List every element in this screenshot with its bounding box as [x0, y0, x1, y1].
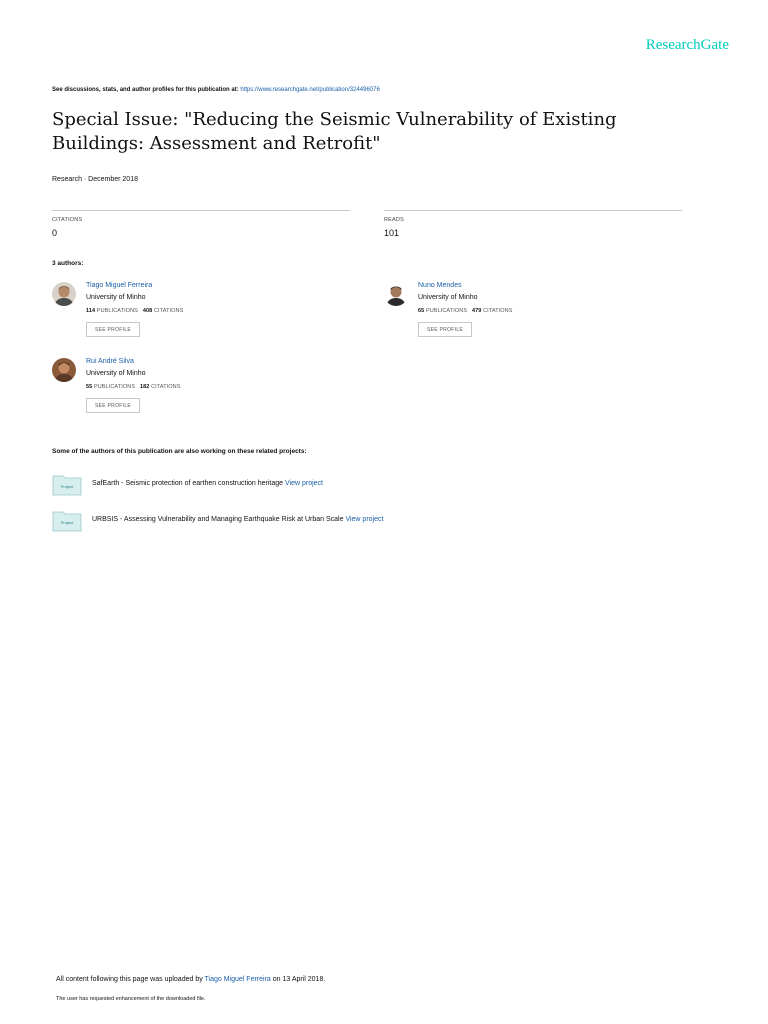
view-project-link[interactable]: View project — [345, 516, 384, 523]
see-profile-button[interactable]: SEE PROFILE — [86, 398, 140, 413]
author-avatar[interactable] — [52, 358, 76, 382]
divider-left — [52, 210, 350, 211]
author-stats — [86, 384, 181, 390]
citations-label: CITATIONS — [149, 384, 181, 390]
author-avatar[interactable] — [384, 282, 408, 306]
project-text: URBSIS - Assessing Vulnerability and Managing Earthquake Risk at Urban Scale — [92, 516, 346, 523]
author-affiliation: University of Minho — [418, 294, 478, 301]
publications-count: 114 — [86, 308, 96, 314]
page-title: Special Issue: "Reducing the Seismic Vulnerability of Existing Buildings: Assessment and Retrofit" — [52, 109, 617, 154]
project-icon-label: Project — [60, 484, 74, 489]
publications-label: PUBLICATIONS — [92, 384, 136, 390]
see-profile-button[interactable]: SEE PROFILE — [418, 322, 472, 337]
project-description — [92, 480, 323, 487]
author-affiliation: University of Minho — [86, 294, 146, 301]
discussion-text: See discussions, stats, and author profiles for this publication at: — [52, 87, 241, 93]
citations-label: CITATIONS — [52, 217, 83, 223]
upload-note — [56, 976, 325, 983]
reads-value: 101 — [384, 228, 400, 238]
author-name-link[interactable]: Tiago Miguel Ferreira — [86, 282, 153, 289]
view-project-link[interactable]: View project — [285, 480, 324, 487]
citations-label: CITATIONS — [152, 308, 184, 314]
request-note: The user has requested enhancement of the downloaded file. — [56, 996, 206, 1002]
project-folder-icon — [52, 474, 82, 496]
author-card — [384, 282, 704, 348]
see-profile-button[interactable]: SEE PROFILE — [86, 322, 140, 337]
author-stats — [86, 308, 183, 314]
discussion-note — [52, 87, 380, 93]
author-affiliation: University of Minho — [86, 370, 146, 377]
reads-label: READS — [384, 217, 404, 223]
uploader-link[interactable]: Tiago Miguel Ferreira — [204, 976, 271, 983]
citations-count: 182 — [139, 384, 150, 390]
project-folder-icon — [52, 510, 82, 532]
publications-count: 55 — [86, 384, 93, 390]
publication-meta: Research · December 2018 — [52, 176, 138, 183]
authors-heading: 3 authors: — [52, 260, 84, 267]
author-name-link[interactable]: Rui André Silva — [86, 358, 134, 365]
researchgate-logo[interactable]: ResearchGate — [645, 37, 729, 53]
citations-label: CITATIONS — [481, 308, 513, 314]
divider-right — [384, 210, 682, 211]
publication-url-link[interactable]: https://www.researchgate.net/publication/324496076 — [240, 87, 380, 93]
project-item — [52, 510, 652, 532]
author-card — [52, 282, 372, 348]
upload-prefix: All content following this page was uploaded by — [56, 976, 205, 983]
citations-count: 479 — [471, 308, 482, 314]
project-item — [52, 474, 652, 496]
project-description — [92, 516, 383, 523]
publications-count: 65 — [418, 308, 425, 314]
projects-heading: Some of the authors of this publication are also working on these related projects: — [52, 448, 307, 455]
author-name-link[interactable]: Nuno Mendes — [418, 282, 462, 289]
author-card — [52, 358, 372, 424]
project-icon-label: Project — [60, 520, 74, 525]
upload-suffix: on 13 April 2018. — [270, 976, 326, 983]
author-stats — [418, 308, 513, 314]
author-avatar[interactable] — [52, 282, 76, 306]
citations-count: 408 — [142, 308, 153, 314]
project-text: SafEarth - Seismic protection of earthen construction heritage — [92, 480, 285, 487]
publications-label: PUBLICATIONS — [424, 308, 468, 314]
citations-value: 0 — [52, 228, 58, 238]
publications-label: PUBLICATIONS — [95, 308, 138, 314]
